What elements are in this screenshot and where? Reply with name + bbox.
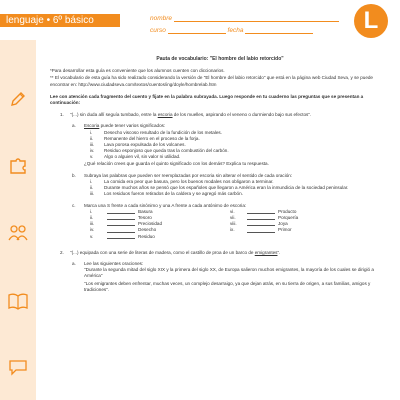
answer-blank[interactable] <box>247 215 275 220</box>
answer-blank[interactable] <box>107 227 135 232</box>
answer-blank[interactable] <box>107 209 135 214</box>
item-1a: a. Escoria puede tener varios significados: <box>72 123 166 129</box>
list-item: vi. Producto <box>230 208 297 214</box>
course-line[interactable] <box>168 27 226 34</box>
people-icon <box>6 222 30 244</box>
course-date-row <box>150 27 313 37</box>
name-field-row <box>150 15 339 25</box>
list-item: iv. Residuo esponjoso que queda tras la combustión del carbón. <box>90 148 229 154</box>
item-label: c. <box>72 202 76 208</box>
date-line[interactable] <box>245 27 313 34</box>
pencil-icon <box>6 88 30 110</box>
item-label: a. <box>72 261 76 267</box>
answer-blank[interactable] <box>107 234 135 239</box>
speech-icon <box>6 356 30 378</box>
item-1a-question: ¿Qué relación crees que guarda el quinto significado con los demás? Explica tu respuesta. <box>84 160 269 166</box>
note-1: *Para desarrollar esta guía es conveniente que los alumnos cuenten con diccionarios. <box>50 68 225 74</box>
subject-badge: L <box>354 4 388 38</box>
name-label: nombre <box>150 15 173 22</box>
list-item: i. La comida era peor que basura, pero los buenos modales nos obligaron a terminar. <box>90 179 274 185</box>
list-item: ix. Primor <box>230 227 292 233</box>
answer-blank[interactable] <box>247 209 275 214</box>
question-2-quote: "(...) equipada con una serie de literas de madera, como el castillo de proa de un barco de emigrantes". <box>70 249 281 255</box>
date-label: fecha <box>227 27 244 34</box>
book-icon <box>6 290 30 312</box>
list-item: iv. Desecho <box>90 227 157 233</box>
list-item: i. Desecho viscoso resultado de la fundición de los metales. <box>90 129 222 135</box>
worksheet-body <box>50 56 390 294</box>
list-item: viii. Joya <box>230 221 288 227</box>
answer-blank[interactable] <box>107 215 135 220</box>
item-label: b. <box>72 172 76 178</box>
list-item: ii. Durante muchos años se pensó que los españoles que llegaron a América eran la inmundicia de la sociedad peninsular. <box>90 185 349 191</box>
list-item: ii. Tesoro <box>90 215 152 221</box>
list-item: iii. Preciosidad <box>90 221 163 227</box>
instructions: Lee con atención cada fragmento del cuento y fíjate en la palabra subrayada. Luego responde en tu cuaderno las preguntas que se presentan a continuación: <box>50 93 364 106</box>
question-number: 1. <box>60 112 64 118</box>
subject-label: lenguaje • 6º básico <box>6 15 94 26</box>
sentence-1: "Durante la segunda mitad del siglo XIX y la primera del siglo XX, de Europa salieron muchos emigrantes, la mayoría de los cuales se dirigió a América" <box>84 267 374 279</box>
key-word: Escoria <box>84 123 100 129</box>
item-2a-intro: Lee las siguientes oraciones: <box>84 261 144 267</box>
list-item: v. Algo o alguien vil, sin valor ni utilidad. <box>90 154 181 160</box>
answer-blank[interactable] <box>107 221 135 226</box>
item-label: a. <box>72 123 76 129</box>
question-number: 2. <box>60 249 64 255</box>
list-item: v. Residuo <box>90 233 155 239</box>
puzzle-icon <box>6 154 30 176</box>
key-word: emigrantes <box>254 249 278 255</box>
worksheet-title: Pauta de vocabulario: "El hombre del labio retorcido" <box>156 56 284 62</box>
answer-blank[interactable] <box>247 221 275 226</box>
course-label: curso <box>150 27 166 34</box>
key-word: escoria <box>157 112 173 118</box>
question-1-quote: "(...) sin duda allí seguía tumbado, entre la escoria de los muelles, aspirando el veneno o durmiendo bajo sus efectos". <box>70 112 312 118</box>
side-bar <box>0 40 36 400</box>
list-item: iii. Lava porosa expulsada de los volcanes. <box>90 142 186 148</box>
sentence-2: "Los emigrantes deben enfrentar, muchas veces, un complejo desarraigo, ya que dejan atrás, en su tierra de origen, a sus familias, amigos y tradiciones". <box>84 280 371 292</box>
list-item: ii. Remanente del hierro en el proceso de la forja. <box>90 135 200 141</box>
synonym-grid <box>50 209 390 240</box>
list-item: vii. Porquería <box>230 215 299 221</box>
name-line[interactable] <box>174 15 339 22</box>
list-item: iii. Los residuos fueron retirados de la caldera y se agregó más carbón. <box>90 191 243 197</box>
item-1c-intro: Marca una S frente a cada sinónimo y una A frente a cada antónimo de escoria: <box>84 202 247 208</box>
note-2: ** El vocabulario de esta guía ha sido realizado considerando la versión de "El hombre del labio retorcido" que está en la página web Ciudad Seva, y se puede encontrar en: http://www.ciudadseva.com/textos/cuentos/ing/doyle/hombrelab.htm <box>50 75 373 87</box>
answer-blank[interactable] <box>247 227 275 232</box>
list-item: i. Basura <box>90 208 153 214</box>
item-1b-intro: Subraya las palabras que pueden ser reemplazadas por escoria sin alterar el sentido de cada oración: <box>84 172 293 178</box>
